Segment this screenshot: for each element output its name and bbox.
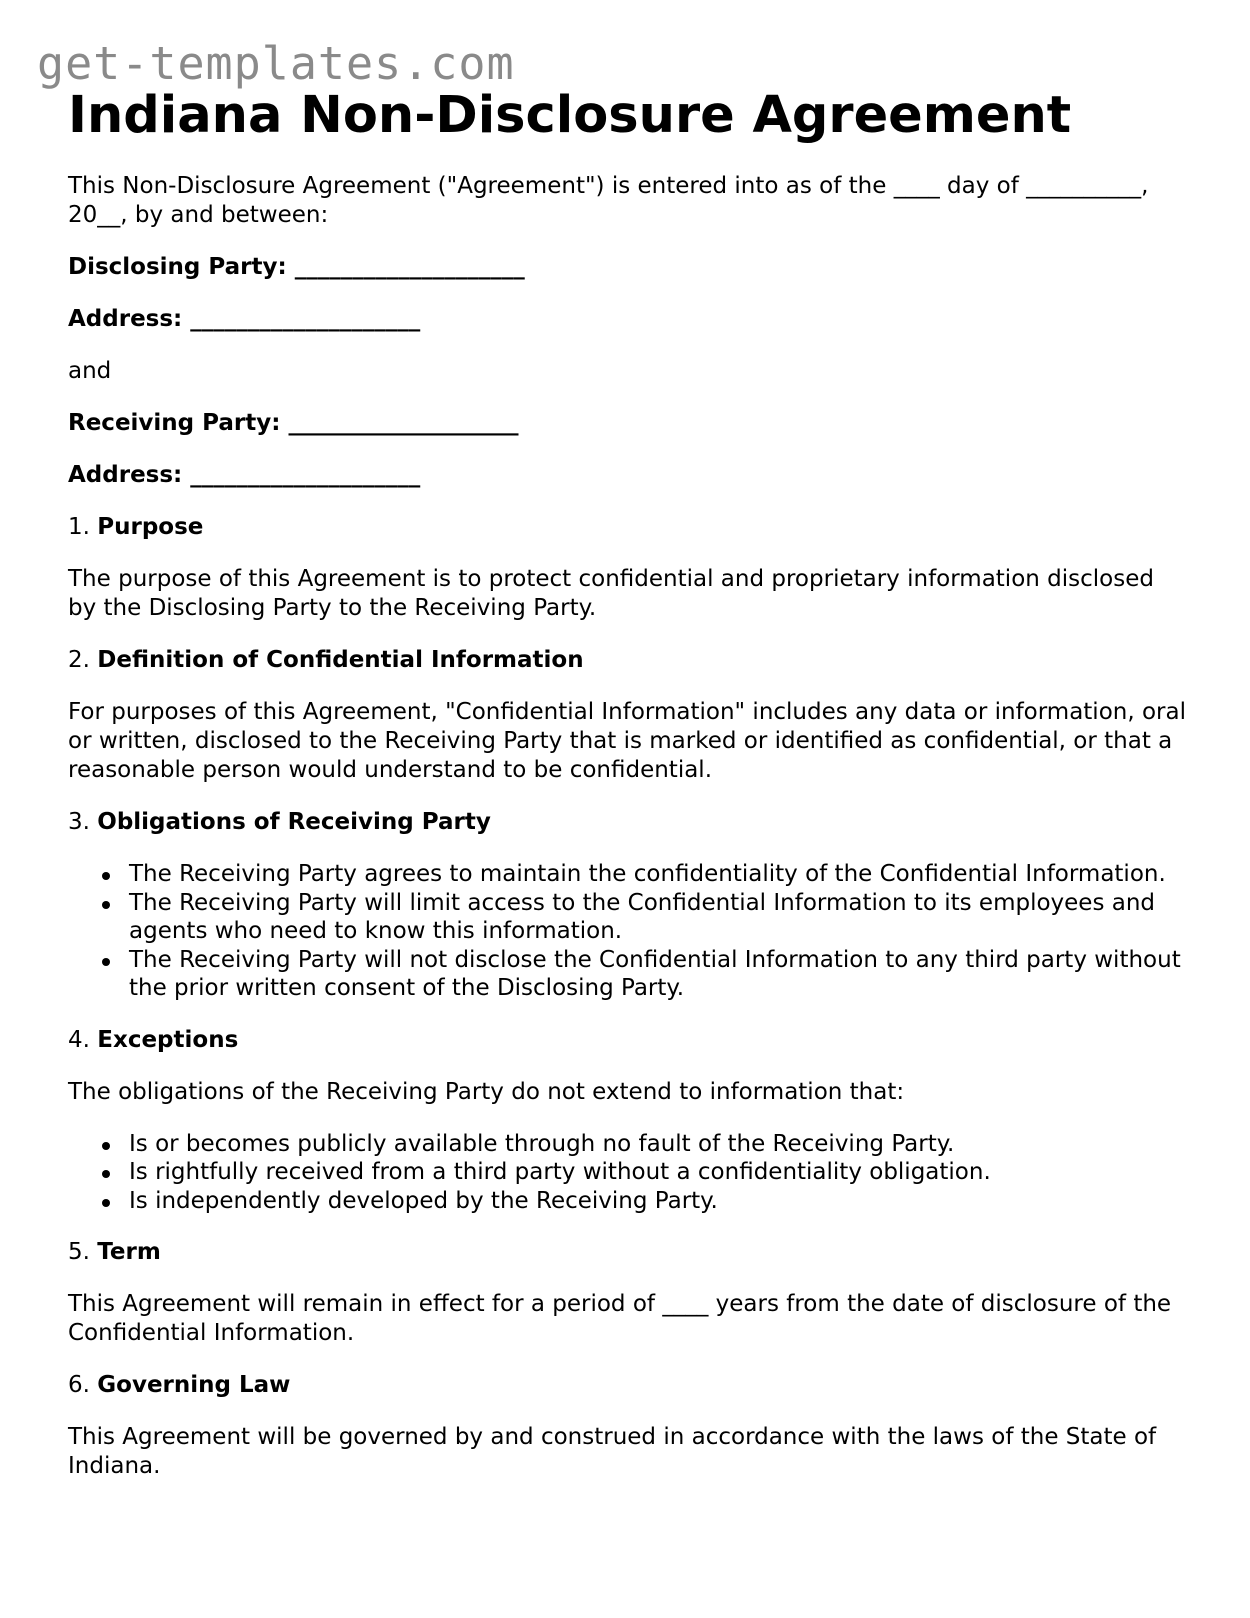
exceptions-list	[68, 1130, 1188, 1216]
section-title: Term	[97, 1239, 161, 1265]
disclosing-party-field: Disclosing Party: ____________________	[68, 254, 525, 280]
section-title: Governing Law	[97, 1372, 291, 1398]
list-item: The Receiving Party will limit access to the Confidential Information to its employees and agents who need to know this information.	[129, 889, 1188, 946]
section-number: 3.	[68, 809, 90, 835]
section-exceptions-body: The obligations of the Receiving Party do not extend to information that:	[68, 1078, 905, 1105]
list-item: The Receiving Party will not disclose the Confidential Information to any third party without the prior written consent of the Disclosing Party.	[129, 946, 1188, 1003]
section-definition-body: For purposes of this Agreement, "Confidential Information" includes any data or information, oral or written, disclosed to the Receiving Party that is marked or identified as confidential, or that a reasonable person would understand to be confidential.	[68, 699, 1186, 783]
section-governing-law-body: This Agreement will be governed by and construed in accordance with the laws of the State of Indiana.	[68, 1424, 1157, 1479]
section-number: 5.	[68, 1239, 90, 1265]
section-title: Exceptions	[97, 1026, 239, 1053]
document-body	[68, 85, 1188, 1481]
section-obligations-heading	[68, 808, 1188, 837]
section-purpose-body: The purpose of this Agreement is to protect confidential and proprietary information disclosed by the Disclosing Party to the Receiving Party.	[68, 566, 1154, 621]
section-governing-law-heading	[68, 1371, 1188, 1400]
receiving-party-field: Receiving Party: ____________________	[68, 410, 519, 436]
watermark: get-templates.com	[37, 37, 515, 90]
disclosing-address-field: Address: ____________________	[68, 306, 421, 332]
section-title: Definition of Confidential Information	[97, 647, 584, 673]
section-exceptions-heading	[68, 1026, 1188, 1055]
section-title: Purpose	[97, 514, 204, 540]
list-item: The Receiving Party agrees to maintain the confidentiality of the Confidential Information.	[129, 860, 1188, 889]
section-title: Obligations of Receiving Party	[97, 809, 491, 835]
receiving-address-field: Address: ____________________	[68, 462, 421, 488]
section-number: 4.	[68, 1026, 90, 1053]
and-text: and	[68, 358, 112, 384]
section-number: 1.	[68, 514, 90, 540]
section-definition-heading	[68, 646, 1188, 675]
list-item: Is or becomes publicly available through no fault of the Receiving Party.	[129, 1130, 1188, 1159]
obligations-list	[68, 860, 1188, 1003]
section-purpose-heading	[68, 513, 1188, 542]
section-term-heading	[68, 1238, 1188, 1267]
section-number: 2.	[68, 647, 90, 673]
list-item: Is rightfully received from a third party without a confidentiality obligation.	[129, 1158, 1188, 1187]
intro-paragraph: This Non-Disclosure Agreement ("Agreement") is entered into as of the ____ day of __________, 20__, by and between:	[68, 173, 1149, 228]
section-number: 6.	[68, 1372, 90, 1398]
list-item: Is independently developed by the Receiving Party.	[129, 1187, 1188, 1216]
section-term-body: This Agreement will remain in effect for a period of ____ years from the date of disclosure of the Confidential Information.	[68, 1291, 1172, 1346]
page-title: Indiana Non-Disclosure Agreement	[68, 86, 1072, 145]
